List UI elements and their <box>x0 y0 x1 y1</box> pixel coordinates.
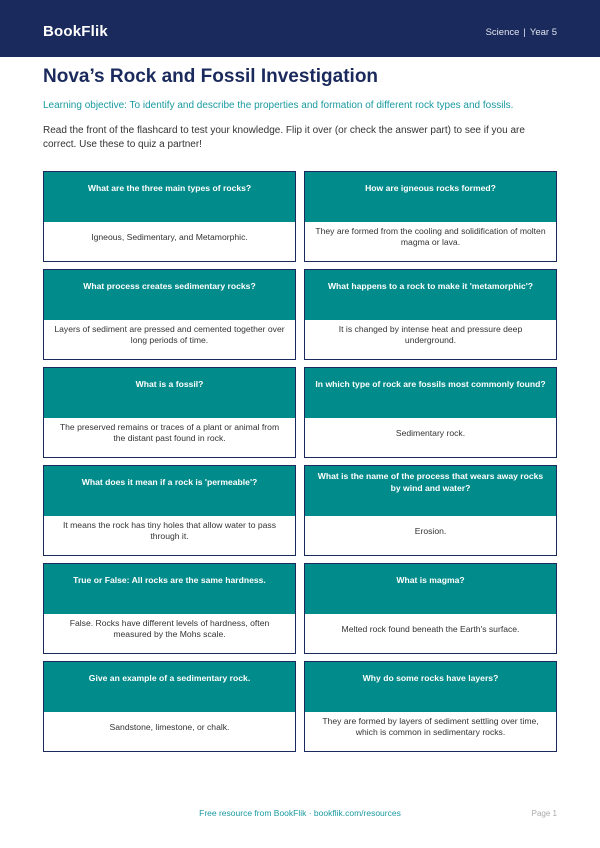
instructions: Read the front of the flashcard to test your knowledge. Flip it over (or check the answer part) to see if you are correct. Use these to quiz a partner! <box>43 125 525 150</box>
flashcard[interactable] <box>43 661 296 752</box>
flashcard-question: What process creates sedimentary rocks? <box>44 270 295 320</box>
flashcard-answer: False. Rocks have different levels of hardness, often measured by the Mohs scale. <box>69 618 270 639</box>
subject-label: Science <box>485 27 520 38</box>
flashcard-answer: They are formed from the cooling and solidification of molten magma or lava. <box>315 226 546 247</box>
flashcard[interactable] <box>304 563 557 654</box>
flashcard-question: What is magma? <box>305 564 556 614</box>
flashcard-question: True or False: All rocks are the same hardness. <box>44 564 295 614</box>
flashcard[interactable] <box>43 367 296 458</box>
flashcard-answer: Layers of sediment are pressed and cemented together over long periods of time. <box>54 324 285 345</box>
flashcard-question: What does it mean if a rock is 'permeable'? <box>44 466 295 516</box>
flashcard[interactable] <box>304 465 557 556</box>
flashcard[interactable] <box>43 563 296 654</box>
flashcard-answer: Igneous, Sedimentary, and Metamorphic. <box>91 231 248 242</box>
flashcard[interactable] <box>43 171 296 262</box>
flashcard-question: What happens to a rock to make it 'metamorphic'? <box>305 270 556 320</box>
flashcard-question: What is the name of the process that wears away rocks by wind and water? <box>305 466 556 516</box>
flashcard-answer: Melted rock found beneath the Earth's surface. <box>341 623 520 634</box>
flashcard-answer: Sedimentary rock. <box>395 427 466 438</box>
page-title: Nova’s Rock and Fossil Investigation <box>43 66 379 87</box>
brand-logo-text: BookFlik <box>43 23 108 40</box>
flashcard[interactable] <box>304 269 557 360</box>
flashcard[interactable] <box>304 367 557 458</box>
learning-objective: Learning objective: To identify and describe the properties and formation of different rock types and fossils. <box>43 100 514 111</box>
flashcard-question: How are igneous rocks formed? <box>305 172 556 222</box>
flashcard[interactable] <box>304 661 557 752</box>
flashcard-question: In which type of rock are fossils most commonly found? <box>305 368 556 418</box>
flashcard[interactable] <box>43 269 296 360</box>
flashcard-answer: It is changed by intense heat and pressure deep underground. <box>338 324 523 345</box>
flashcard-question: Why do some rocks have layers? <box>305 662 556 712</box>
flashcard[interactable] <box>304 171 557 262</box>
footer-credit: Free resource from BookFlik · bookflik.com/resources <box>199 808 401 818</box>
flashcard-answer: Sandstone, limestone, or chalk. <box>109 721 230 732</box>
page-number: Page 1 <box>531 809 557 818</box>
header-meta <box>486 27 557 38</box>
flashcard-answer: Erosion. <box>414 525 447 536</box>
flashcard-question: Give an example of a sedimentary rock. <box>44 662 295 712</box>
flashcard-question: What is a fossil? <box>44 368 295 418</box>
flashcard-answer: They are formed by layers of sediment settling over time, which is common in sedimentary rocks. <box>322 716 539 737</box>
flashcard-answer: The preserved remains or traces of a plant or animal from the distant past found in rock. <box>59 422 280 443</box>
flashcard-question: What are the three main types of rocks? <box>44 172 295 222</box>
year-label: Year 5 <box>529 27 557 38</box>
flashcard[interactable] <box>43 465 296 556</box>
meta-separator: | <box>523 27 526 38</box>
flashcard-answer: It means the rock has tiny holes that allow water to pass through it. <box>62 520 277 541</box>
header-bar <box>0 0 600 57</box>
